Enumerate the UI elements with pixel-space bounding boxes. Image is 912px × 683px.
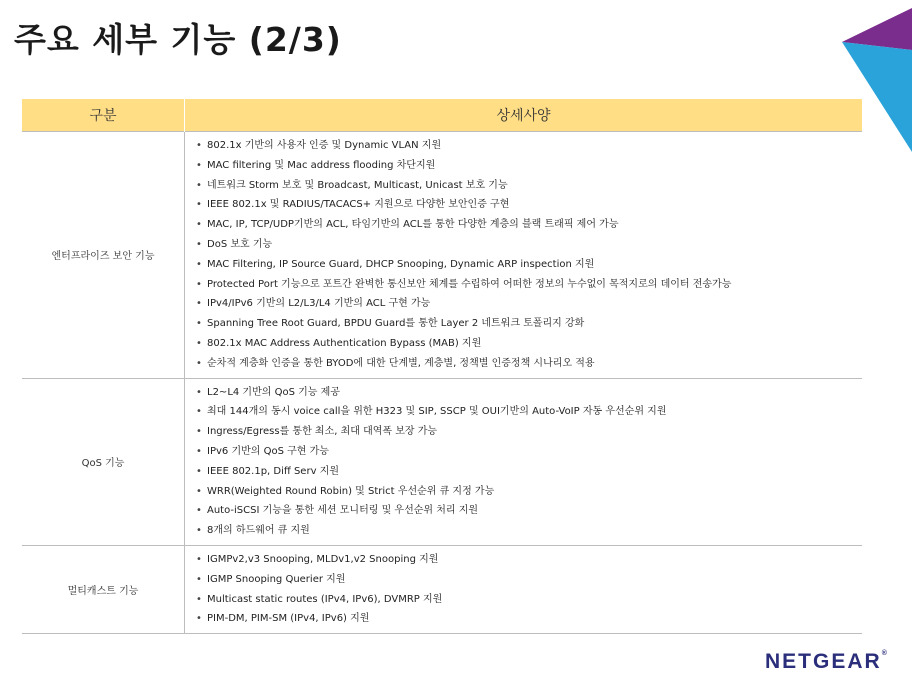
feature-list <box>195 136 862 374</box>
list-item: • Auto-iSCSI 기능을 통한 세션 모니터링 및 우선순위 처리 지원 <box>195 501 862 521</box>
table-row <box>22 132 862 379</box>
table-row <box>22 545 862 633</box>
list-item: • 순차적 계층화 인증을 통한 BYOD에 대한 단계별, 계층별, 정책별 인증정책 시나리오 적용 <box>195 354 862 374</box>
list-item: • PIM-DM, PIM-SM (IPv4, IPv6) 지원 <box>195 609 862 629</box>
page-title: 주요 세부 기능 (2/3) <box>14 20 342 59</box>
list-item: • IEEE 802.1p, Diff Serv 지원 <box>195 462 862 482</box>
netgear-logo <box>765 650 887 674</box>
list-item: • 네트워크 Storm 보호 및 Broadcast, Multicast, Unicast 보호 기능 <box>195 176 862 196</box>
list-item: • 최대 144개의 동시 voice call을 위한 H323 및 SIP, SSCP 및 OUI기반의 Auto-VoIP 자동 우선순위 지원 <box>195 402 862 422</box>
list-item: • Multicast static routes (IPv4, IPv6), DVMRP 지원 <box>195 590 862 610</box>
list-item: • Spanning Tree Root Guard, BPDU Guard를 통한 Layer 2 네트워크 토폴리지 강화 <box>195 314 862 334</box>
header-details: 상세사양 <box>185 99 863 132</box>
row-details <box>185 378 863 545</box>
list-item: • MAC, IP, TCP/UDP기반의 ACL, 타임기반의 ACL를 통한 다양한 계층의 블랙 트래픽 제어 가능 <box>195 215 862 235</box>
row-category: 엔터프라이즈 보안 기능 <box>22 132 185 379</box>
list-item: • IEEE 802.1x 및 RADIUS/TACACS+ 지원으로 다양한 보안인증 구현 <box>195 195 862 215</box>
header-category: 구분 <box>22 99 185 132</box>
list-item: • 802.1x MAC Address Authentication Bypass (MAB) 지원 <box>195 334 862 354</box>
logo-text: NETGEAR <box>765 650 882 673</box>
table-row <box>22 378 862 545</box>
feature-list <box>195 550 862 629</box>
list-item: • MAC filtering 및 Mac address flooding 차단지원 <box>195 156 862 176</box>
list-item: • 8개의 하드웨어 큐 지원 <box>195 521 862 541</box>
list-item: • Protected Port 기능으로 포트간 완벽한 통신보안 체계를 수립하여 어떠한 정보의 누수없이 목적지로의 데이터 전송가능 <box>195 275 862 295</box>
table-header-row <box>22 99 862 132</box>
row-details <box>185 132 863 379</box>
list-item: • 802.1x 기반의 사용자 인증 및 Dynamic VLAN 지원 <box>195 136 862 156</box>
logo-registered-mark: ® <box>881 650 887 657</box>
feature-list <box>195 383 862 541</box>
list-item: • MAC Filtering, IP Source Guard, DHCP Snooping, Dynamic ARP inspection 지원 <box>195 255 862 275</box>
list-item: • IPv6 기반의 QoS 구현 가능 <box>195 442 862 462</box>
list-item: • IPv4/IPv6 기반의 L2/L3/L4 기반의 ACL 구현 가능 <box>195 294 862 314</box>
list-item: • IGMPv2,v3 Snooping, MLDv1,v2 Snooping 지원 <box>195 550 862 570</box>
list-item: • Ingress/Egress를 통한 최소, 최대 대역폭 보장 가능 <box>195 422 862 442</box>
row-category: QoS 기능 <box>22 378 185 545</box>
row-details <box>185 545 863 633</box>
list-item: • L2~L4 기반의 QoS 기능 제공 <box>195 383 862 403</box>
row-category: 멀티캐스트 기능 <box>22 545 185 633</box>
list-item: • DoS 보호 기능 <box>195 235 862 255</box>
spec-table <box>22 99 862 634</box>
list-item: • IGMP Snooping Querier 지원 <box>195 570 862 590</box>
list-item: • WRR(Weighted Round Robin) 및 Strict 우선순위 큐 지정 가능 <box>195 482 862 502</box>
